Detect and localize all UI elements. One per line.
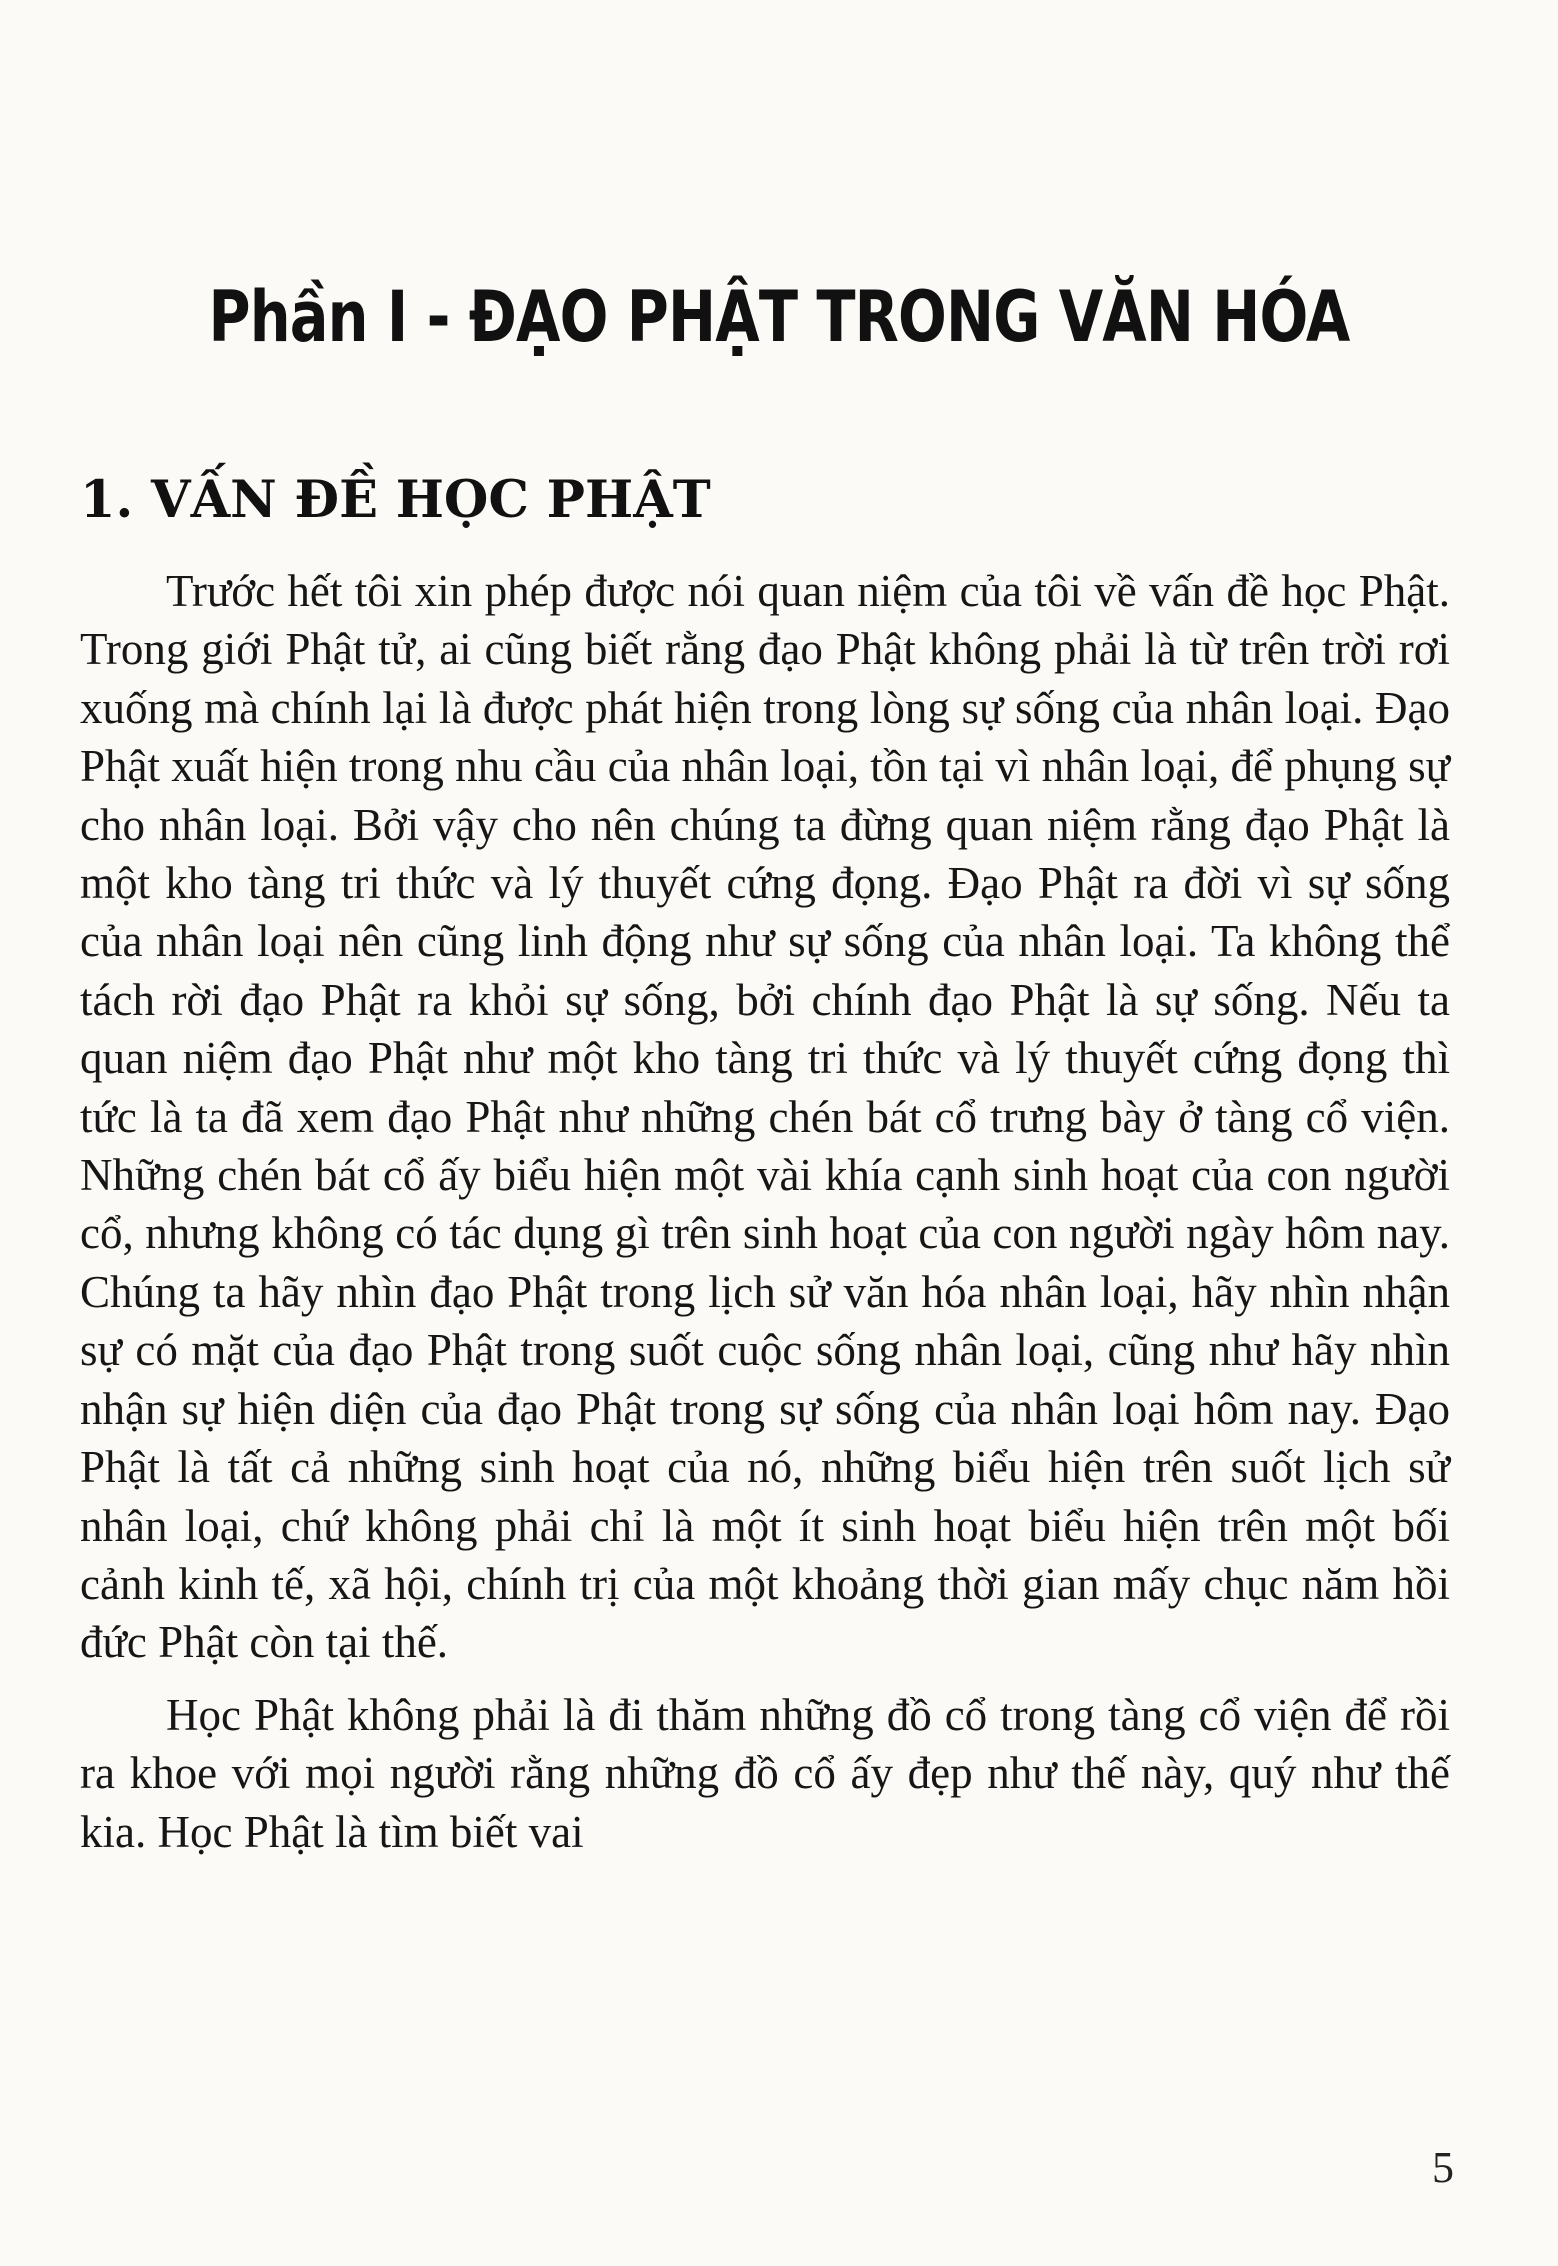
page-number: 5 bbox=[1432, 2143, 1454, 2192]
body-text bbox=[80, 562, 1450, 1861]
section-heading: 1. VẤN ĐỀ HỌC PHẬT bbox=[80, 470, 711, 530]
part-title: Phần I - ĐẠO PHẬT TRONG VĂN HÓA bbox=[208, 276, 1350, 358]
paragraph: Học Phật không phải là đi thăm những đồ cổ trong tàng cổ viện để rồi ra khoe với mọi người rằng những đồ cổ ấy đẹp như thế này, quý như thế kia. Học Phật là tìm biết vai bbox=[80, 1689, 1450, 1857]
paragraph: Trước hết tôi xin phép được nói quan niệm của tôi về vấn đề học Phật. Trong giới Phật tử, ai cũng biết rằng đạo Phật không phải là từ trên trời rơi xuống mà chính lại là được phát hiện trong lòng sự sống của nhân loại. Đạo Phật xuất hiện trong nhu cầu của nhân loại, tồn tại vì nhân loại, để phụng sự cho nhân loại. Bởi vậy cho nên chúng ta đừng quan niệm rằng đạo Phật là một kho tàng tri thức và lý thuyết cứng đọng. Đạo Phật ra đời vì sự sống của nhân loại nên cũng linh động như sự sống của nhân loại. Ta không thể tách rời đạo Phật ra khỏi sự sống, bởi chính đạo Phật là sự sống. Nếu ta quan niệm đạo Phật như một kho tàng tri thức và lý thuyết cứng đọng thì tức là ta đã xem đạo Phật như những chén bát cổ trưng bày ở tàng cổ viện. Những chén bát cổ ấy biểu hiện một vài khía cạnh sinh hoạt của con người cổ, nhưng không có tác dụng gì trên sinh hoạt của con người ngày hôm nay. Chúng ta hãy nhìn đạo Phật trong lịch sử văn hóa nhân loại, hãy nhìn nhận sự có mặt của đạo Phật trong suốt cuộc sống nhân loại, cũng như hãy nhìn nhận sự hiện diện của đạo Phật trong sự sống của nhân loại hôm nay. Đạo Phật là tất cả những sinh hoạt của nó, những biểu hiện trên suốt lịch sử nhân loại, chứ không phải chỉ là một ít sinh hoạt biểu hiện trên một bối cảnh kinh tế, xã hội, chính trị của một khoảng thời gian mấy chục năm hồi đức Phật còn tại thế. bbox=[80, 566, 1450, 1668]
